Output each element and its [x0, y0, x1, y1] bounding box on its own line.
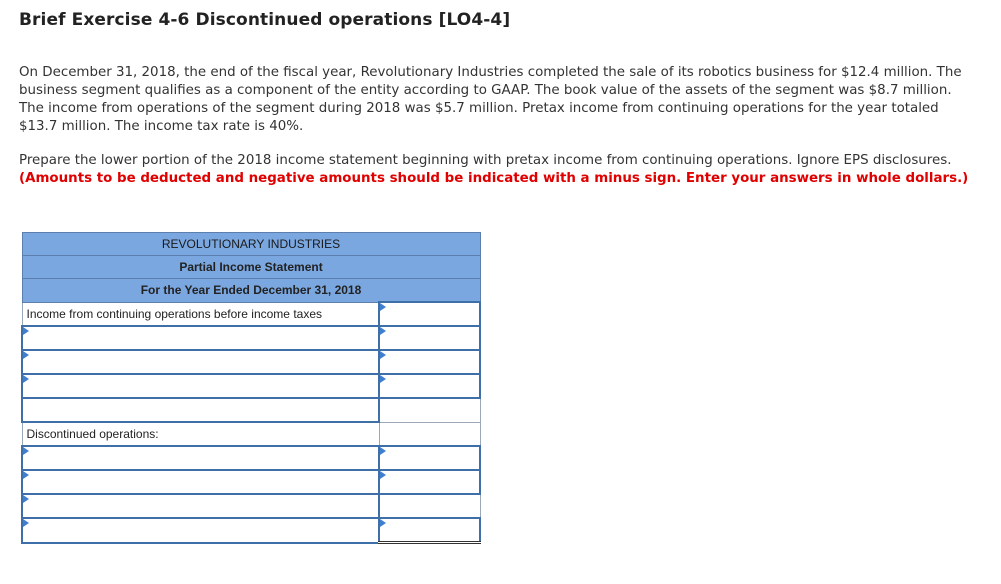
statement-header-name-row: [22, 256, 480, 279]
income-statement-table: [21, 232, 481, 544]
row-9-amount: [379, 494, 480, 518]
table-row: [22, 350, 480, 374]
row-2-label-select[interactable]: [22, 326, 379, 350]
discontinued-operations-amount: [379, 422, 480, 446]
row-4-amount-input[interactable]: [379, 374, 480, 398]
table-row: [22, 398, 480, 422]
pretax-income-amount-input[interactable]: [379, 302, 480, 326]
table-row: [22, 326, 480, 350]
statement-header-period-row: [22, 279, 480, 303]
dropdown-marker-icon: [380, 375, 386, 383]
exercise-title: Brief Exercise 4-6 Discontinued operations [LO4-4]: [19, 10, 511, 30]
dropdown-marker-icon: [380, 303, 386, 311]
row-5-label-select[interactable]: [22, 398, 379, 422]
statement-company-name: REVOLUTIONARY INDUSTRIES: [22, 233, 480, 256]
dropdown-marker-icon: [380, 351, 386, 359]
table-row: [22, 446, 480, 470]
row-3-label-select[interactable]: [22, 350, 379, 374]
table-row: [22, 470, 480, 494]
dropdown-marker-icon: [23, 519, 29, 527]
net-income-label-select[interactable]: [22, 518, 379, 543]
dropdown-marker-icon: [23, 471, 29, 479]
dropdown-marker-icon: [23, 351, 29, 359]
dropdown-marker-icon: [23, 447, 29, 455]
row-9-label-select[interactable]: [22, 494, 379, 518]
row-8-label-select[interactable]: [22, 470, 379, 494]
instructions-text: Prepare the lower portion of the 2018 income statement beginning with pretax income from continuing operations. Ignore EPS disclosures.: [19, 153, 952, 168]
problem-description: On December 31, 2018, the end of the fiscal year, Revolutionary Industries completed the sale of its robotics business for $12.4 million. The business segment qualifies as a component of the entity according to GAAP. The book value of the assets of the segment was $8.7 million. The income from operations of the segment during 2018 was $5.7 million. Pretax income from continuing operations for the year totaled $13.7 million. The income tax rate is 40%.: [19, 65, 962, 134]
dropdown-marker-icon: [23, 327, 29, 335]
row-7-label-select[interactable]: [22, 446, 379, 470]
discontinued-operations-label: Discontinued operations:: [22, 422, 379, 446]
table-row: [22, 518, 480, 543]
net-income-amount-input[interactable]: [379, 518, 480, 543]
dropdown-marker-icon: [380, 471, 386, 479]
dropdown-marker-icon: [23, 375, 29, 383]
row-8-amount-input[interactable]: [379, 470, 480, 494]
table-row: [22, 374, 480, 398]
row-7-amount-input[interactable]: [379, 446, 480, 470]
statement-period: For the Year Ended December 31, 2018: [22, 279, 480, 303]
table-row: [22, 302, 480, 326]
dropdown-marker-icon: [380, 447, 386, 455]
pretax-income-label: Income from continuing operations before income taxes: [22, 302, 379, 326]
table-row: [22, 494, 480, 518]
row-4-label-select[interactable]: [22, 374, 379, 398]
instructions: [19, 152, 969, 188]
instructions-emphasis: (Amounts to be deducted and negative amounts should be indicated with a minus sign. Enter your answers in whole dollars.): [19, 171, 969, 186]
row-5-amount: [379, 398, 480, 422]
row-3-amount-input[interactable]: [379, 350, 480, 374]
dropdown-marker-icon: [380, 327, 386, 335]
statement-header-company-row: [22, 233, 480, 256]
row-2-amount-input[interactable]: [379, 326, 480, 350]
dropdown-marker-icon: [23, 495, 29, 503]
statement-name: Partial Income Statement: [22, 256, 480, 279]
dropdown-marker-icon: [380, 519, 386, 527]
table-row: [22, 422, 480, 446]
